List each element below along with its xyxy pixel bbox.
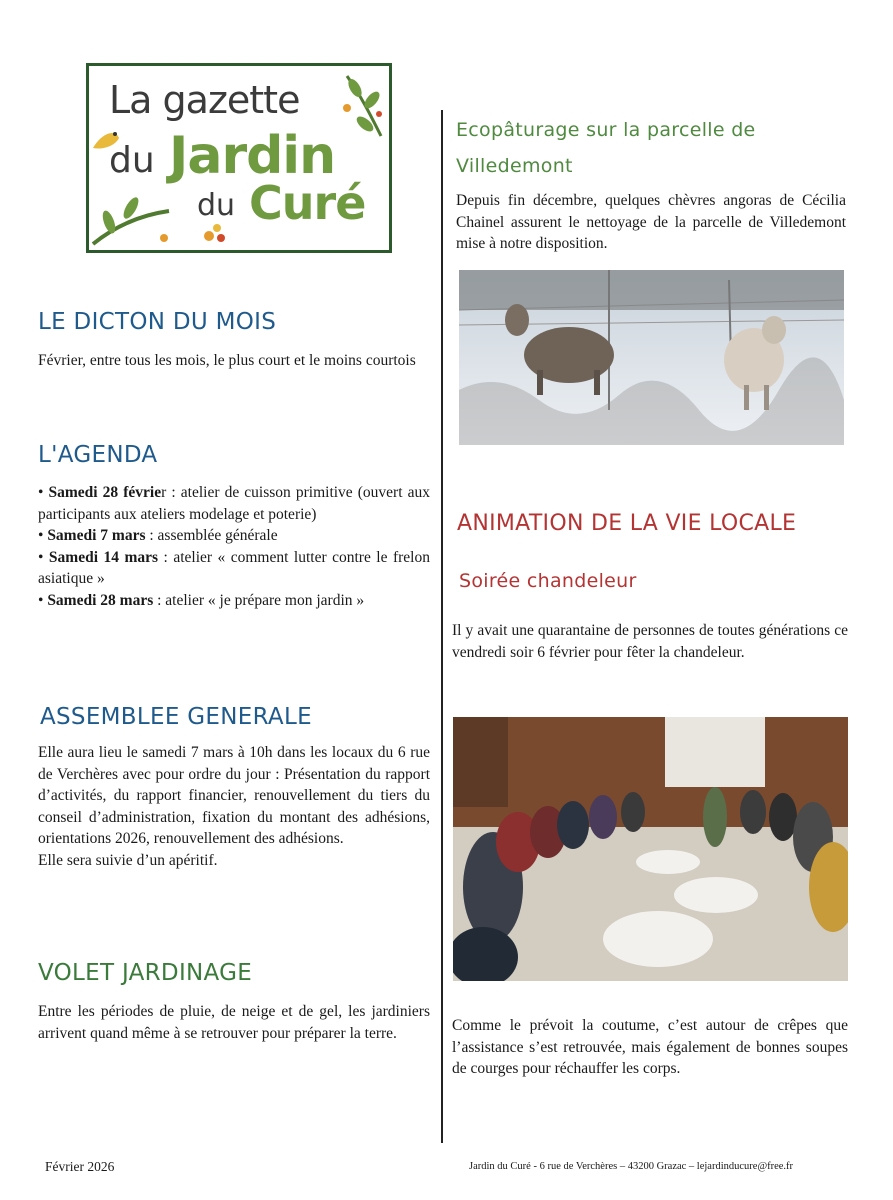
agenda-item (38, 525, 430, 547)
logo-text-la-gazette: La gazette (109, 78, 300, 122)
agenda-bullet: • (38, 591, 48, 609)
agenda-item-date-tail: r (161, 484, 167, 501)
agenda-item-date: Samedi 7 mars (47, 527, 146, 544)
goats-photo (459, 270, 844, 445)
agenda-item-date: Samedi 28 mars (47, 591, 154, 609)
agenda-heading: L'AGENDA (38, 442, 158, 468)
agenda-item-desc: : atelier « comment lutter contre le frelon asiatique » (38, 548, 430, 587)
agenda-bullet: • (38, 548, 49, 566)
dicton-heading: LE DICTON DU MOIS (38, 309, 277, 335)
agenda-item (38, 590, 430, 612)
volet-text: Entre les périodes de pluie, de neige et de gel, les jardiniers arrivent quand même à se retrouver pour préparer la terre. (38, 1003, 430, 1042)
goats-in-snow-image (459, 270, 844, 445)
assemblee-body (38, 742, 430, 871)
eco-heading: Ecopâturage sur la parcelle de Villedemont (456, 119, 756, 177)
dicton-text: Février, entre tous les mois, le plus court et le moins courtois (38, 352, 416, 369)
agenda-item-desc: : atelier de cuisson primitive (ouvert aux participants aux ateliers modelage et poterie) (38, 484, 430, 523)
logo-text-du: du (109, 140, 155, 181)
agenda-item-date: Samedi 28 févrie (48, 484, 162, 501)
agenda-item (38, 482, 430, 525)
volet-heading: VOLET JARDINAGE (38, 960, 253, 986)
crepes-text: Comme le prévoit la coutume, c’est autour de crêpes que l’assistance s’est retrouvée, mais également de bonnes soupes de courges pour réchauffer les corps. (452, 1017, 848, 1077)
eco-text: Depuis fin décembre, quelques chèvres angoras de Cécilia Chainel assurent le nettoyage de la parcelle de Villedemont mise à notre disposition. (456, 192, 846, 252)
agenda-item-desc: : atelier « je prépare mon jardin » (153, 591, 365, 609)
logo-text-du-2: du (197, 188, 236, 223)
agenda-item-desc: : assemblée générale (145, 527, 278, 544)
footer-date: Février 2026 (45, 1159, 115, 1174)
logo-text-cure: Curé (249, 176, 366, 230)
footer-address: Jardin du Curé - 6 rue de Verchères – 43200 Grazac – lejardinducure@free.fr (469, 1161, 794, 1172)
soiree-text: Il y avait une quarantaine de personnes de toutes générations ce vendredi soir 6 février pour fêter la chandeleur. (452, 622, 848, 661)
group-in-room-image (453, 717, 848, 981)
agenda-bullet: • (38, 527, 48, 544)
agenda-item (38, 547, 430, 590)
agenda-bullet: • (38, 484, 49, 501)
chandeleur-photo (453, 717, 848, 981)
animation-heading: ANIMATION DE LA VIE LOCALE (457, 511, 797, 536)
agenda-list (38, 482, 430, 611)
assemblee-heading: ASSEMBLEE GENERALE (40, 704, 312, 730)
agenda-item-date: Samedi 14 mars (48, 548, 159, 566)
soiree-subheading: Soirée chandeleur (459, 570, 637, 592)
logo-text-jardin: Jardin (169, 126, 336, 186)
gazette-logo (86, 63, 392, 253)
assemblee-text: Elle aura lieu le samedi 7 mars à 10h dans les locaux du 6 rue de Verchères avec pour ordre du jour : Présentation du rapport d’activités, du rapport financier, renouvellement du tiers du conseil d’administration, fixation du montant des adhésions, orientations 2026, renouvellement des adhésions. (38, 744, 430, 847)
assemblee-text-2: Elle sera suivie d’un apéritif. (38, 851, 218, 869)
column-divider (441, 110, 443, 1143)
